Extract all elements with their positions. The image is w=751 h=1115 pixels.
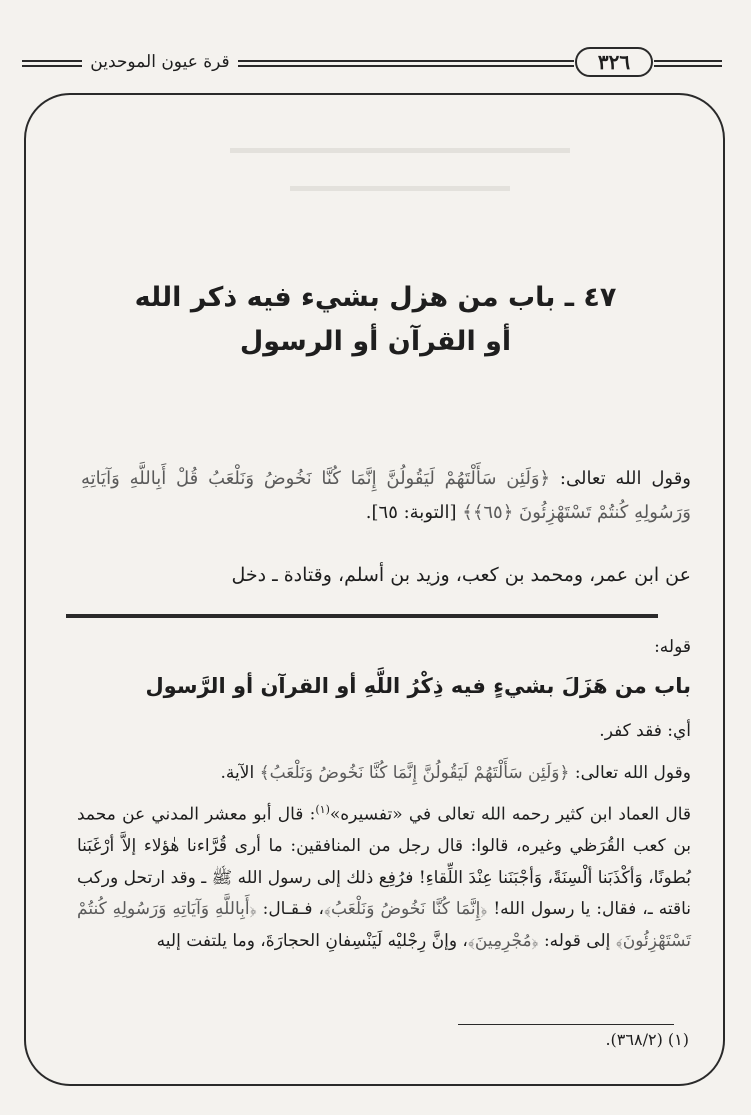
commentary-verse-intro: وقول الله تعالى:: [569, 763, 691, 783]
matn-quran-verse: ﴿وَلَئِن سَأَلْتَهُمْ لَيَقُولُنَّ إِنَّمَا كُنَّا نَخُوضُ وَنَلْعَبُ قُلْ أَبِاللَّهِ وَآيَاتِهِ وَرَسُولِهِ كُنتُمْ تَسْتَهْزِئُونَ ﴿٦٥﴾﴾: [81, 468, 691, 523]
commentary-quran-verse: ﴿وَلَئِن سَأَلْتَهُمْ لَيَقُولُنَّ إِنَّمَا كُنَّا نَخُوضُ وَنَلْعَبُ﴾: [259, 763, 570, 783]
para-part-c: ، فـقـال:: [256, 899, 325, 920]
para-part-a: قال العماد ابن كثير رحمه الله تعالى في «تفسيره»: [329, 804, 691, 825]
matn-citation: [التوبة: ٦٥].: [365, 502, 463, 523]
commentary-body-paragraph: [77, 794, 691, 957]
matn-verse-paragraph: [81, 462, 691, 530]
commentary-qawluh: قوله:: [654, 637, 691, 657]
header-rule-left: [22, 60, 82, 67]
para-quran-verse-1: ﴿إِنَّمَا كُنَّا نَخُوضُ وَنَلْعَبُ﴾: [324, 899, 488, 920]
footnote-text: (٣٦٨/٢).: [605, 1030, 663, 1049]
footnote-marker[interactable]: (١): [315, 803, 330, 816]
matn-intro: وقول الله تعالى:: [550, 468, 691, 489]
commentary-verse-end: الآية.: [220, 763, 260, 783]
matn-commentary-divider: [66, 614, 658, 618]
header-rule-middle: [238, 60, 574, 67]
chapter-title-line-1: ٤٧ ـ باب من هزل بشيء فيه ذكر الله: [134, 282, 617, 313]
header-rule-right: [654, 60, 722, 67]
matn-narration: عن ابن عمر، ومحمد بن كعب، وزيد بن أسلم، وقتادة ـ دخل: [231, 564, 691, 586]
footnote-number: (١): [667, 1030, 689, 1049]
chapter-title-line-2: أو القرآن أو الرسول: [239, 326, 512, 357]
footnote: [605, 1030, 689, 1049]
footnote-rule: [458, 1024, 674, 1025]
commentary-ay: أي: فقد كفر.: [599, 721, 691, 741]
show-through-1: [230, 148, 570, 153]
para-part-b: : قال أبو معشر المدني عن محمد بن كعب القُرَظي وغيره، قالوا: قال رجل من المنافقين: ما أرى قُرَّاءنا هٰؤلاء إلاَّ أرْغَبَنا بُطونًا، وَأكْذَبَنا ألْسِنَةً، وَأجْبَنَنا عِنْدَ اللِّقاءِ! فرُفِع ذلك إلى رسول الله ﷺ ـ وقد ارتحل وركب ناقته ـ، فقال: يا رسول الله!: [77, 804, 692, 920]
chapter-title: [60, 276, 691, 364]
para-part-e: ، وإنَّ رِجْليْه لَيَنْسِفانِ الحجارَةَ، وما يلتفت إليه: [156, 930, 468, 951]
para-part-d: إلى قوله:: [538, 930, 616, 951]
para-quran-verse-3: ﴿مُجْرِمِينَ﴾: [467, 930, 539, 951]
commentary-verse-line: [77, 757, 691, 789]
show-through-2: [290, 186, 510, 191]
para-quran-verse-2: ﴿أَبِاللَّهِ وَآيَاتِهِ وَرَسُولِهِ كُنتُمْ تَسْتَهْزِئُونَ﴾: [77, 899, 691, 951]
commentary-heading: باب من هَزَلَ بشيءٍ فيه ذِكْرُ اللَّهِ أو القرآن أو الرَّسول: [145, 674, 691, 698]
page-number: ٣٢٦: [575, 47, 653, 77]
running-title: قرة عيون الموحدين: [90, 52, 230, 72]
